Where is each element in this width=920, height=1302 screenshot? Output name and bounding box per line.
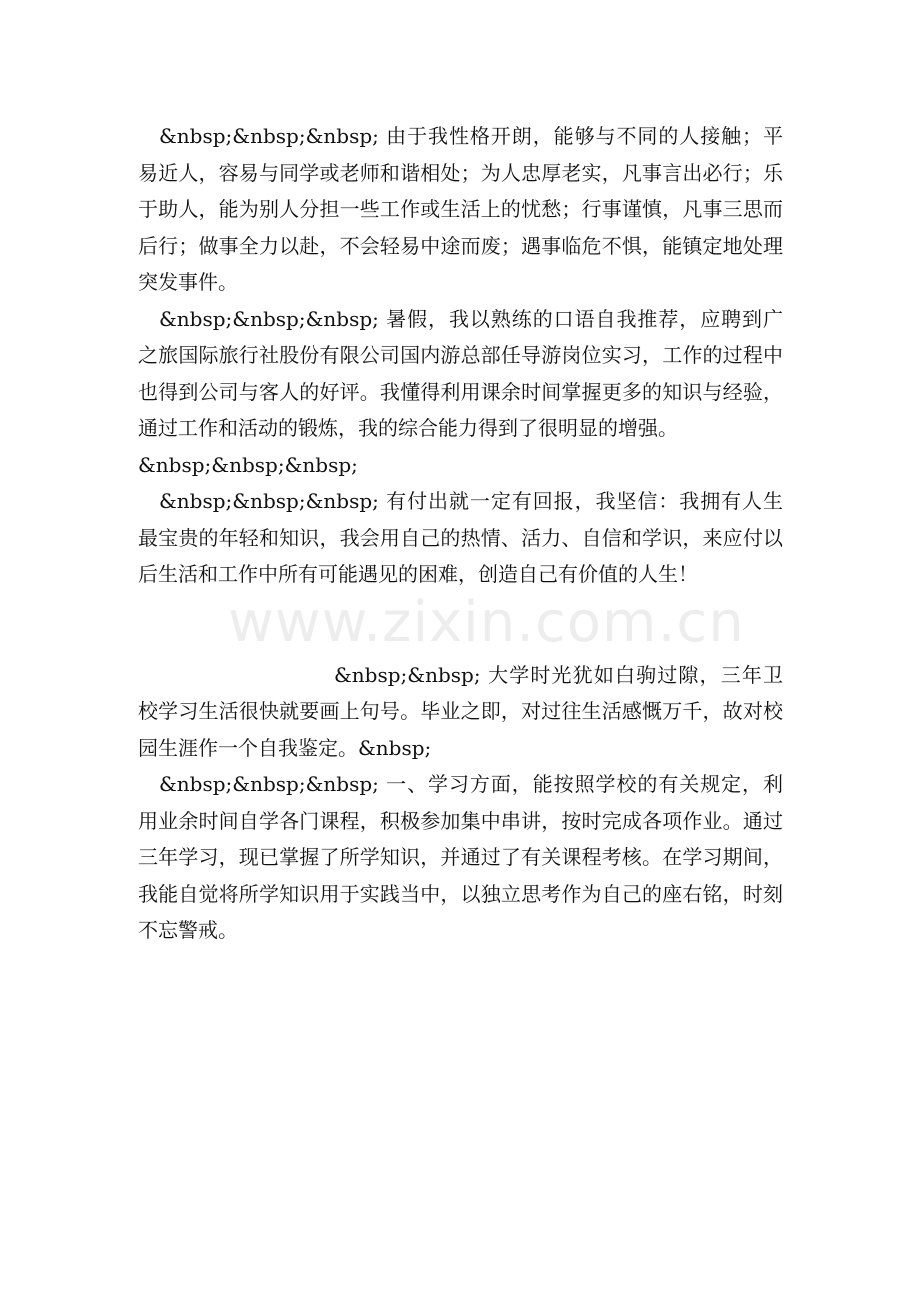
paragraph-study: &nbsp;&nbsp;&nbsp; 一、学习方面，能按照学校的有关规定，利用业余时间自学各门课程，积极参加集中串讲，按时完成各项作业。通过三年学习，现已掌握了所学知识，并通过了有关课程考核。在学习期间，我能自觉将所学知识用于实践当中，以独立思考作为自己的座右铭，时刻不忘警戒。: [138, 772, 783, 942]
paragraph-intro: &nbsp;&nbsp; 大学时光犹如白驹过隙，三年卫校学习生活很快就要画上句号。毕业之即，对过往生活感慨万千，故对校园生涯作一个自我鉴定。&nbsp;: [138, 662, 783, 760]
section-gap: [138, 593, 783, 657]
watermark: www.zixin.com.cn: [228, 590, 745, 655]
paragraph-spacer: &nbsp;&nbsp;&nbsp;: [138, 452, 358, 477]
document-body: [138, 118, 783, 949]
paragraph-personality: &nbsp;&nbsp;&nbsp; 由于我性格开朗，能够与不同的人接触；平易近人，容易与同学或老师和谐相处；为人忠厚老实，凡事言出必行；乐于助人，能为别人分担一些工作或生活上的忧愁；行事谨慎，凡事三思而后行；做事全力以赴，不会轻易中途而废；遇事临危不惧，能镇定地处理突发事件。: [138, 124, 783, 294]
paragraph-conviction: &nbsp;&nbsp;&nbsp; 有付出就一定有回报，我坚信：我拥有人生最宝贵的年轻和知识，我会用自己的热情、活力、自信和学识，来应付以后生活和工作中所有可能遇见的困难，创造自己有价值的人生！: [138, 489, 783, 586]
paragraph-internship: &nbsp;&nbsp;&nbsp; 暑假，我以熟练的口语自我推荐，应聘到广之旅国际旅行社股份有限公司国内游总部任导游岗位实习，工作的过程中也得到公司与客人的好评。我懂得利用课余时间掌握更多的知识与经验，通过工作和活动的锻炼，我的综合能力得到了很明显的增强。: [138, 306, 783, 440]
